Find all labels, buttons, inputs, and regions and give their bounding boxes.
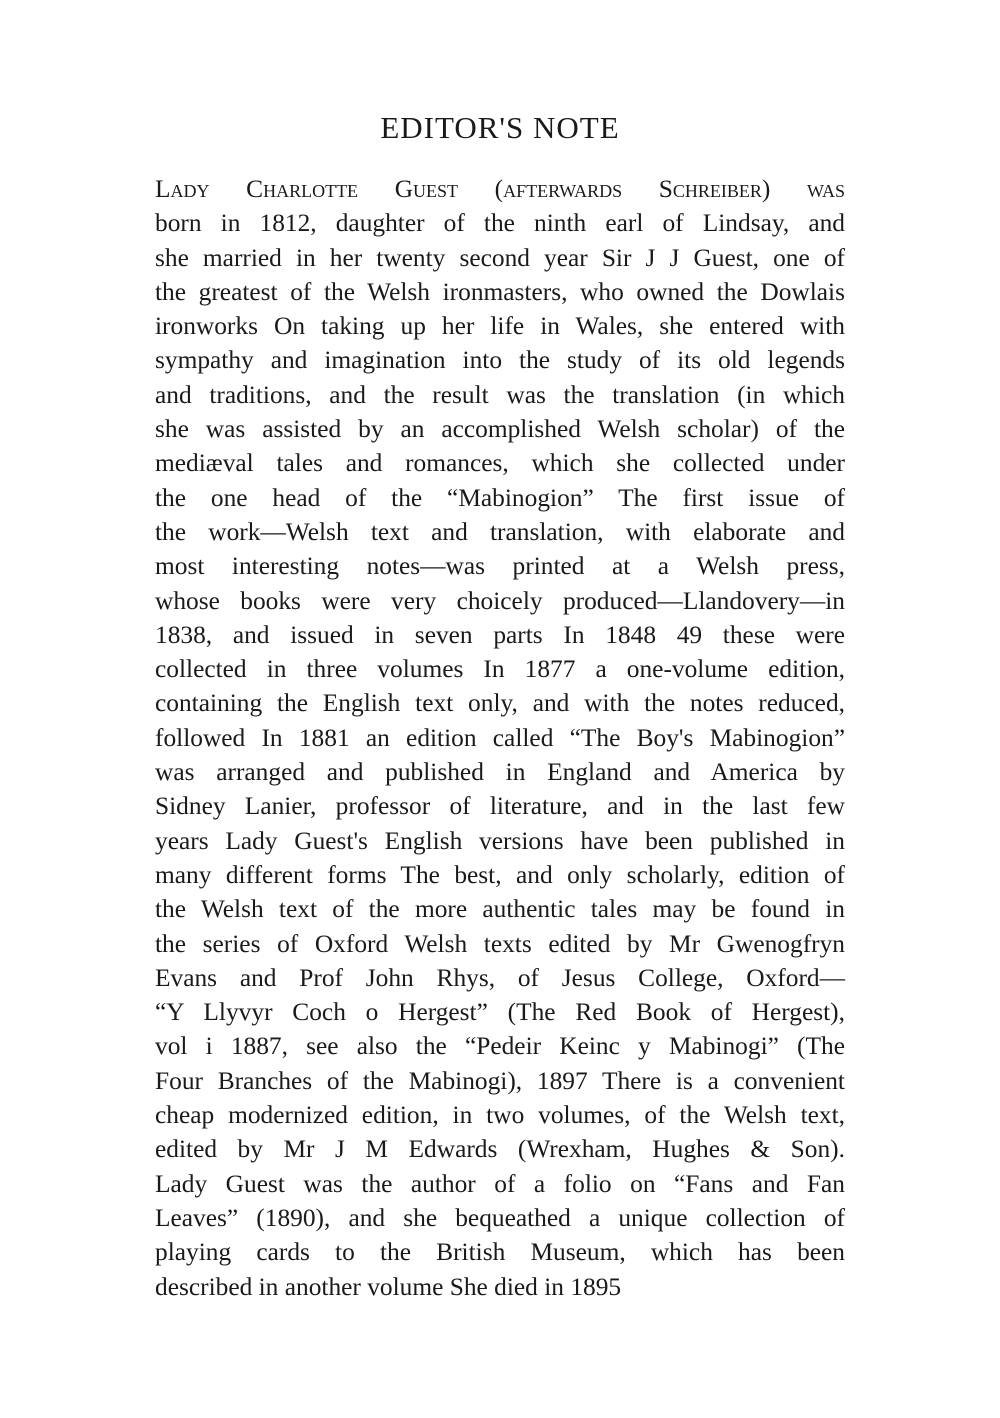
text-line: the Welsh text of the more authentic tales may be found in — [155, 895, 845, 924]
text-line: years Lady Guest's English versions have been published in — [155, 826, 845, 855]
text-line: 1838, and issued in seven parts In 1848 49 these were — [155, 620, 845, 649]
text-line: cheap modernized edition, in two volumes, of the Welsh text, — [155, 1101, 845, 1130]
body-paragraph — [155, 172, 845, 1304]
text-line: containing the English text only, and with the notes reduced, — [155, 689, 845, 718]
text-line: followed In 1881 an edition called “The Boy's Mabinogion” — [155, 723, 845, 752]
text-line: she married in her twenty second year Sir J J Guest, one of — [155, 243, 845, 272]
text-line: most interesting notes—was printed at a Welsh press, — [155, 552, 845, 581]
text-line: the series of Oxford Welsh texts edited by Mr Gwenogfryn — [155, 929, 845, 958]
text-line: was arranged and published in England and America by — [155, 758, 845, 787]
text-line: Lady Charlotte Guest (afterwards Schreiber) was — [155, 175, 845, 203]
text-line: edited by Mr J M Edwards (Wrexham, Hughes & Son). — [155, 1135, 845, 1164]
text-line: Four Branches of the Mabinogi), 1897 There is a convenient — [155, 1066, 845, 1095]
text-line: mediæval tales and romances, which she collected under — [155, 449, 845, 478]
text-line: many different forms The best, and only scholarly, edition of — [155, 860, 845, 889]
text-line: the greatest of the Welsh ironmasters, who owned the Dowlais — [155, 277, 845, 306]
text-line: playing cards to the British Museum, which has been — [155, 1238, 845, 1267]
text-line: “Y Llyvyr Coch o Hergest” (The Red Book of Hergest), — [155, 998, 845, 1027]
text-line: the work—Welsh text and translation, with elaborate and — [155, 517, 845, 546]
text-line: ironworks On taking up her life in Wales, she entered with — [155, 312, 845, 341]
text-line: described in another volume She died in 1895 — [155, 1272, 622, 1301]
page-title: EDITOR'S NOTE — [380, 110, 620, 145]
text-line: Lady Guest was the author of a folio on “Fans and Fan — [155, 1169, 845, 1198]
text-line: and traditions, and the result was the translation (in which — [155, 380, 845, 409]
text-line: vol i 1887, see also the “Pedeir Keinc y Mabinogi” (The — [155, 1032, 845, 1061]
text-line: she was assisted by an accomplished Welsh scholar) of the — [155, 415, 845, 444]
text-line: Leaves” (1890), and she bequeathed a unique collection of — [155, 1203, 845, 1232]
text-line: Sidney Lanier, professor of literature, and in the last few — [155, 792, 845, 821]
text-line: collected in three volumes In 1877 a one-volume edition, — [155, 655, 845, 684]
text-line: born in 1812, daughter of the ninth earl of Lindsay, and — [155, 209, 845, 238]
text-line: Evans and Prof John Rhys, of Jesus College, Oxford— — [155, 963, 845, 992]
text-line: whose books were very choicely produced—Llandovery—in — [155, 586, 845, 615]
text-line: sympathy and imagination into the study of its old legends — [155, 346, 845, 375]
text-line: the one head of the “Mabinogion” The first issue of — [155, 483, 845, 512]
